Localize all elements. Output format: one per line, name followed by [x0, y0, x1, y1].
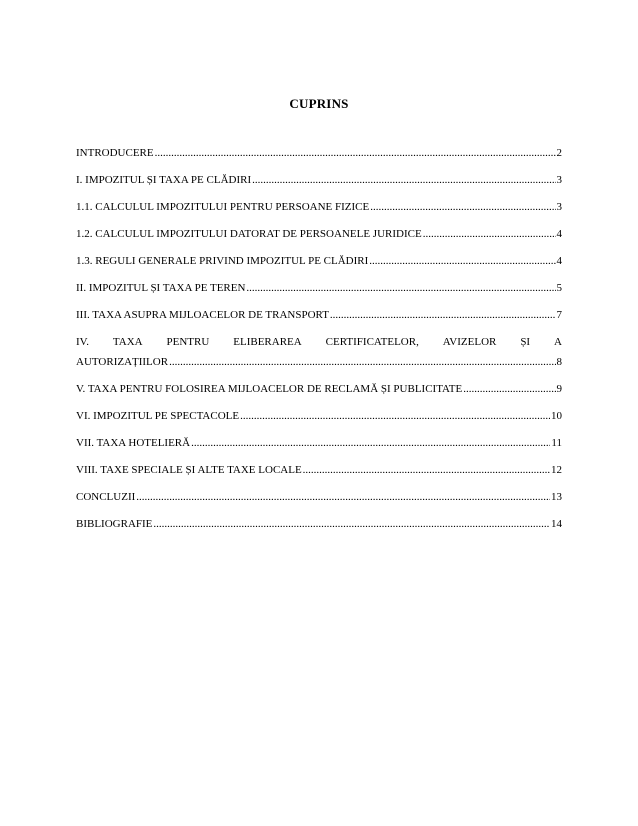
toc-entry-certificate-line2: [76, 355, 562, 369]
toc-entry-page: 5: [556, 282, 562, 294]
toc-leader-dots: [423, 227, 556, 241]
toc-entry-hoteliera: [76, 436, 562, 450]
toc-entry-reguli-generale: [76, 254, 562, 268]
toc-word: PENTRU: [166, 336, 210, 348]
toc-word: ȘI: [520, 336, 531, 348]
toc-entry-label: 1.3. REGULI GENERALE PRIVIND IMPOZITUL PE CLĂDIRI: [76, 255, 369, 267]
toc-entry-page: 4: [556, 255, 562, 267]
toc-entry-transport: [76, 308, 562, 322]
toc-word: CERTIFICATELOR,: [325, 336, 419, 348]
toc-entry-page: 13: [551, 491, 562, 503]
toc-leader-dots: [191, 436, 550, 450]
toc-leader-dots: [240, 409, 550, 423]
page-title: CUPRINS: [289, 96, 349, 111]
toc-entry-page: 12: [551, 464, 562, 476]
toc-entry-label: CONCLUZII: [76, 491, 136, 503]
toc-entry-page: 11: [551, 437, 562, 449]
toc-entry-concluzii: [76, 490, 562, 504]
toc-entry-persoane-fizice: [76, 200, 562, 214]
toc-entry-label: AUTORIZAȚIILOR: [76, 356, 169, 368]
toc-entry-page: 3: [556, 174, 562, 186]
toc-leader-dots: [370, 200, 555, 214]
toc-word: AVIZELOR: [442, 336, 497, 348]
toc-entry-bibliografie: [76, 517, 562, 531]
toc-entry-label: V. TAXA PENTRU FOLOSIREA MIJLOACELOR DE RECLAMĂ ȘI PUBLICITATE: [76, 383, 463, 395]
toc-entry-taxe-speciale: [76, 463, 562, 477]
toc-entry-label: BIBLIOGRAFIE: [76, 518, 153, 530]
toc-leader-dots: [303, 463, 550, 477]
toc-entry-cladiri: [76, 173, 562, 187]
toc-leader-dots: [246, 281, 555, 295]
toc-entry-label: II. IMPOZITUL ȘI TAXA PE TEREN: [76, 282, 246, 294]
toc-entry-label: 1.2. CALCULUL IMPOZITULUI DATORAT DE PERSOANELE JURIDICE: [76, 228, 422, 240]
toc-word: ELIBERAREA: [233, 336, 302, 348]
toc-leader-dots: [155, 146, 556, 160]
toc-entry-page: 14: [551, 518, 562, 530]
toc-entry-reclama: [76, 382, 562, 396]
toc-entry-certificate-line1: [76, 335, 562, 349]
toc-entry-label: III. TAXA ASUPRA MIJLOACELOR DE TRANSPORT: [76, 309, 329, 321]
toc-leader-dots: [169, 355, 555, 369]
toc-entry-introducere: [76, 146, 562, 160]
toc-leader-dots: [369, 254, 555, 268]
toc-entry-page: 10: [551, 410, 562, 422]
toc-entry-label: VIII. TAXE SPECIALE ȘI ALTE TAXE LOCALE: [76, 464, 302, 476]
toc-entry-label: 1.1. CALCULUL IMPOZITULUI PENTRU PERSOANE FIZICE: [76, 201, 370, 213]
toc-entry-label: INTRODUCERE: [76, 147, 154, 159]
toc-leader-dots: [463, 382, 555, 396]
toc-entry-persoane-juridice: [76, 227, 562, 241]
toc-entry-page: 9: [556, 383, 562, 395]
toc-leader-dots: [136, 490, 550, 504]
toc-entry-page: 4: [556, 228, 562, 240]
toc-leader-dots: [252, 173, 555, 187]
toc-leader-dots: [330, 308, 556, 322]
toc-entry-spectacole: [76, 409, 562, 423]
toc-entry-page: 8: [556, 356, 562, 368]
toc-entry-label: I. IMPOZITUL ȘI TAXA PE CLĂDIRI: [76, 174, 252, 186]
toc-entry-page: 7: [556, 309, 562, 321]
toc-entry-page: 2: [556, 147, 562, 159]
toc-entry-label: VI. IMPOZITUL PE SPECTACOLE: [76, 410, 240, 422]
toc-entry-page: 3: [556, 201, 562, 213]
toc-word: TAXA: [112, 336, 143, 348]
toc-word: A: [554, 336, 562, 348]
toc-word: IV.: [76, 336, 89, 348]
toc-leader-dots: [153, 517, 550, 531]
toc-entry-label: VII. TAXA HOTELIERĂ: [76, 437, 191, 449]
toc-entry-teren: [76, 281, 562, 295]
